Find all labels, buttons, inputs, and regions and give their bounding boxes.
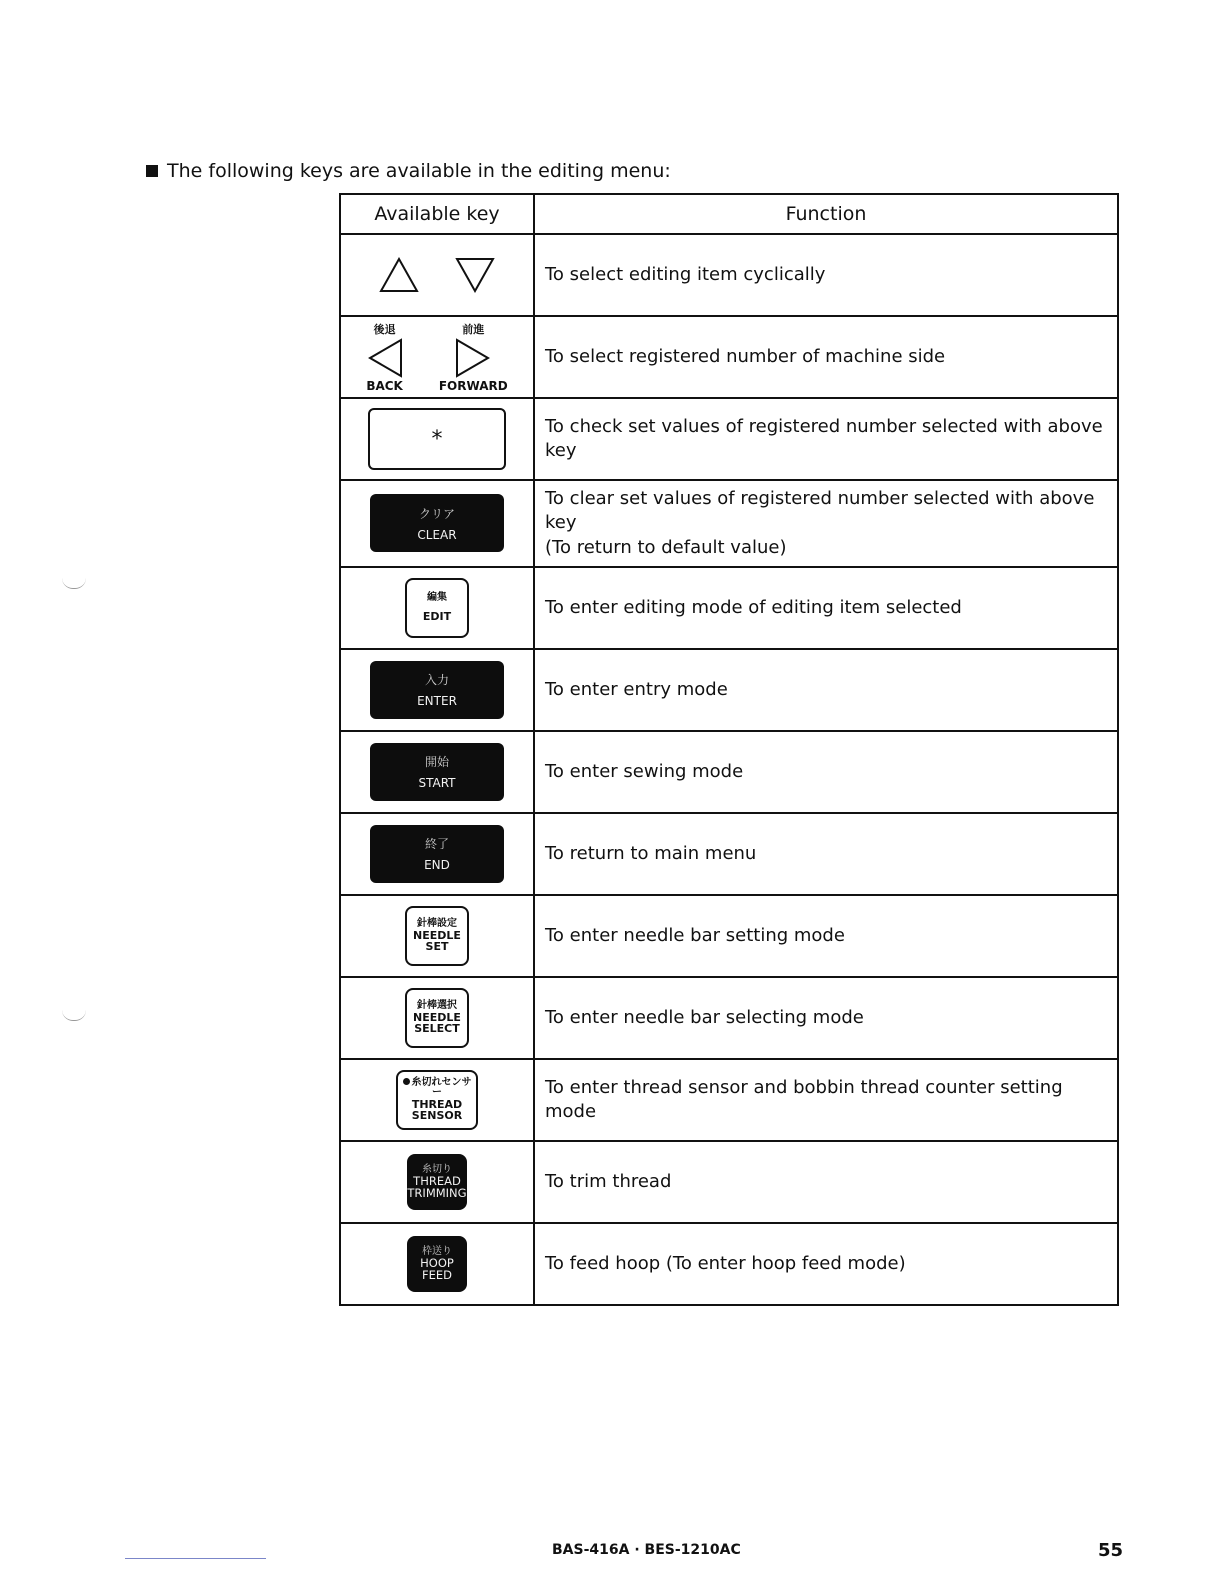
enter-key	[370, 661, 504, 719]
edit-key-label: EDIT	[422, 610, 452, 624]
asterisk-key-label: *	[431, 426, 443, 452]
table-row	[340, 567, 1118, 649]
end-key-label: END	[424, 858, 450, 873]
start-key	[370, 743, 504, 801]
thread-trimming-key-label-1: THREAD	[413, 1174, 461, 1189]
function-text: To feed hoop (To enter hoop feed mode)	[534, 1223, 1118, 1305]
model-code: BAS-416A · BES-1210AC	[552, 1542, 741, 1558]
function-text: To enter thread sensor and bobbin thread counter setting mode	[534, 1059, 1118, 1141]
table-row	[340, 1059, 1118, 1141]
start-key-jp: 開始	[424, 755, 449, 770]
function-text: To enter entry mode	[534, 649, 1118, 731]
needle-select-key-jp: 針棒選択	[417, 1000, 457, 1012]
needle-set-key-label-1: NEEDLE	[413, 928, 461, 942]
table-row	[340, 649, 1118, 731]
bullet-square-icon	[146, 165, 158, 177]
header-function: Function	[534, 194, 1118, 234]
end-key	[370, 825, 504, 883]
scan-mark	[62, 578, 86, 589]
table-row	[340, 480, 1118, 567]
end-key-jp: 終了	[424, 837, 449, 852]
function-text: To enter needle bar setting mode	[534, 895, 1118, 977]
intro-line	[146, 160, 671, 182]
edit-key	[405, 578, 469, 638]
function-line-1: To clear set values of registered number selected with above key	[545, 488, 1095, 534]
hoop-feed-key-label-2: FEED	[421, 1268, 452, 1283]
function-text: To enter sewing mode	[534, 731, 1118, 813]
forward-label: FORWARD	[438, 379, 508, 393]
table-row	[340, 316, 1118, 398]
clear-key-jp: クリア	[418, 506, 455, 521]
table-row	[340, 977, 1118, 1059]
right-triangle-icon	[455, 337, 491, 379]
footer-rule	[125, 1558, 266, 1559]
back-jp-label: 後退	[373, 323, 396, 336]
needle-set-key-jp: 針棒設定	[417, 918, 457, 930]
back-label: BACK	[366, 379, 403, 393]
hoop-feed-key-label-1: HOOP	[420, 1256, 454, 1271]
needle-select-key-label-2: SELECT	[414, 1022, 460, 1036]
clear-key-label: CLEAR	[417, 527, 457, 542]
down-triangle-icon	[455, 257, 495, 293]
needle-select-key-label-1: NEEDLE	[413, 1010, 461, 1024]
header-available-key: Available key	[340, 194, 534, 234]
function-text: To select editing item cyclically	[534, 234, 1118, 316]
table-row	[340, 234, 1118, 316]
table-row	[340, 1223, 1118, 1305]
table-row	[340, 1141, 1118, 1223]
key-cell-updown	[340, 234, 534, 316]
thread-sensor-key	[396, 1070, 478, 1130]
intro-text: The following keys are available in the editing menu:	[167, 160, 671, 182]
function-text	[534, 480, 1118, 567]
table-row	[340, 731, 1118, 813]
key-cell-backfwd	[340, 316, 534, 398]
table-row	[340, 895, 1118, 977]
table-row	[340, 398, 1118, 480]
left-triangle-icon	[367, 337, 403, 379]
thread-sensor-key-label-1: THREAD	[411, 1097, 463, 1111]
function-text: To enter needle bar selecting mode	[534, 977, 1118, 1059]
clear-key	[370, 494, 504, 552]
edit-key-jp: 編集	[427, 591, 447, 603]
thread-trimming-key	[407, 1154, 467, 1210]
indicator-dot-icon	[403, 1078, 410, 1085]
hoop-feed-key	[407, 1236, 467, 1292]
function-text: To trim thread	[534, 1141, 1118, 1223]
thread-trimming-key-label-2: TRIMMING	[407, 1186, 467, 1201]
function-text: To return to main menu	[534, 813, 1118, 895]
page-number: 55	[1098, 1540, 1124, 1561]
needle-set-key	[405, 906, 469, 966]
function-text: To enter editing mode of editing item selected	[534, 567, 1118, 649]
keys-table	[339, 193, 1119, 1306]
needle-select-key	[405, 988, 469, 1048]
forward-jp-label: 前進	[462, 323, 485, 336]
function-text: To select registered number of machine side	[534, 316, 1118, 398]
enter-key-label: ENTER	[417, 694, 457, 709]
enter-key-jp: 入力	[424, 673, 449, 688]
thread-sensor-key-label-2: SENSOR	[411, 1109, 463, 1123]
function-text: To check set values of registered number selected with above key	[534, 398, 1118, 480]
thread-trimming-key-jp: 糸切り	[422, 1163, 452, 1175]
asterisk-key	[368, 408, 506, 470]
needle-set-key-label-2: SET	[425, 940, 449, 954]
hoop-feed-key-jp: 枠送り	[422, 1245, 452, 1257]
scan-mark	[62, 1010, 86, 1021]
table-header-row	[340, 194, 1118, 234]
function-line-2: (To return to default value)	[545, 536, 787, 558]
thread-sensor-key-jp: 糸切れセンサー	[411, 1076, 472, 1099]
start-key-label: START	[418, 776, 456, 791]
up-triangle-icon	[379, 257, 419, 293]
table-row	[340, 813, 1118, 895]
